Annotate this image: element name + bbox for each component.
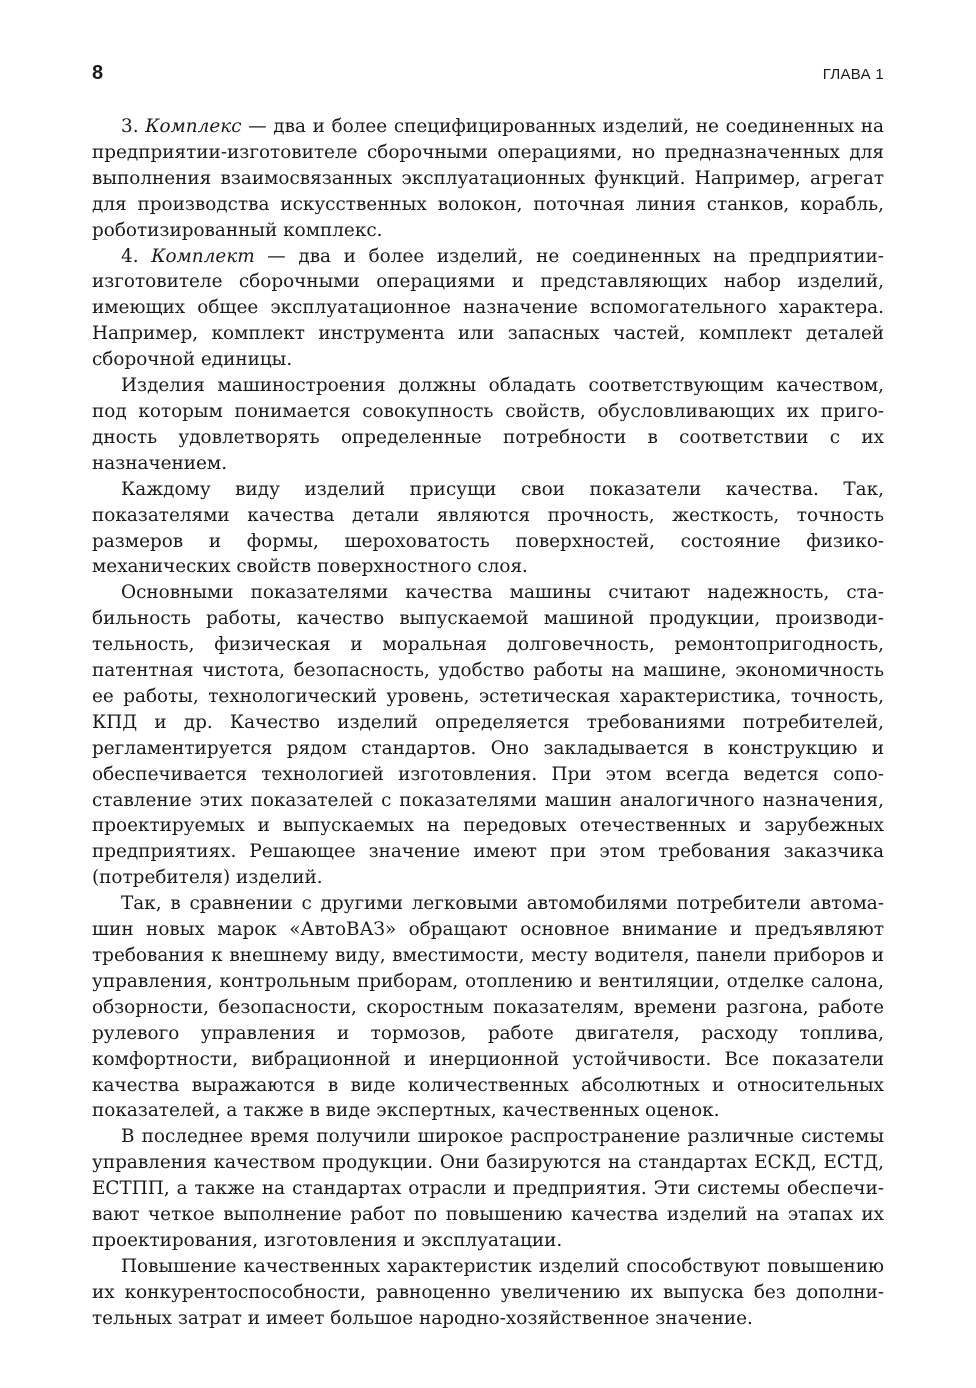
paragraph-complex	[92, 114, 884, 244]
term-kit: Комплект	[151, 245, 255, 267]
paragraph: Каждому виду изделий присущи свои показатели качества. Так, показателями качества детали являются прочность, жесткость, точность размеров и формы, шероховатость поверхностей, состояние физико-механических свойств поверхностного слоя.	[92, 478, 884, 578]
paragraph-text: — два и более специфицированных изделий, не соединенных на предприятии-изготовителе сборочными операциями, но предназначенных для выполнения взаимосвязанных эксплуатационных функций. Например, агрегат для производства искусственных волокон, поточная линия станков, корабль, роботизированный комплекс.	[92, 116, 884, 241]
book-page	[92, 62, 884, 1332]
paragraph: В последнее время получили широкое распространение различные системы управления качеством продукции. Они базируются на стандартах ЕСКД, ЕСТД, ЕСТПП, а также на стандартах отрасли и предприятия. Эти системы обеспечивают четкое выполнение работ по повышению качества изделий на этапах их проектирования, изготовления и эксплуатации.	[92, 1126, 884, 1251]
page-number: 8	[92, 62, 104, 84]
paragraph: Так, в сравнении с другими легковыми автомобилями потребители автомашин новых марок «АвтоВАЗ» обращают основное внимание и предъявляют требования к внешнему виду, вместимости, месту водителя, панели приборов и управления, контрольным приборам, отоплению и вентиляции, отделке салона, обзорности, безопасности, скоростным показателям, времени разгона, работе рулевого управления и тормозов, работе двигателя, расходу топлива, комфортности, вибрационной и инерционной устойчивости. Все показатели качества выражаются в виде количественных абсолютных и относительных показателей, а также в виде экспертных, качественных оценок.	[92, 893, 884, 1122]
list-number: 4.	[121, 245, 152, 267]
paragraph-text: — два и более изделий, не соединенных на предприятии-изготовителе сборочными операциями и представляющих набор изделий, имеющих общее эксплуатационное назначение вспомогательного характера. Например, комплект инструмента или запасных частей, комплект деталей сборочной единицы.	[92, 245, 884, 371]
paragraph: Основными показателями качества машины считают надежность, стабильность работы, качество выпускаемой машиной продукции, производительность, физическая и моральная долговечность, ремонтопригодность, патентная чистота, безопасность, удобство работы на машине, экономичность ее работы, технологический уровень, эстетическая характеристика, точность, КПД и др. Качество изделий определяется требованиями потребителей, регламентируется рядом стандартов. Оно закладывается в конструкцию и обеспечивается технологией изготовления. При этом всегда ведется сопоставление этих показателей с показателями машин аналогичного назначения, проектируемых и выпускаемых на передовых отечественных и зарубежных предприятиях. Решающее значение имеют при этом требования заказчика (потребителя) изделий.	[92, 582, 884, 889]
body-text	[92, 114, 884, 1332]
paragraph-kit	[92, 244, 884, 374]
paragraph: Повышение качественных характеристик изделий способствуют повышению их конкурентоспособности, равноценно увеличению их выпуска без дополнительных затрат и имеет большое народно-хозяйственное значение.	[92, 1255, 884, 1329]
running-header	[92, 62, 884, 102]
list-number: 3.	[121, 116, 146, 137]
chapter-title: ГЛАВА 1	[822, 66, 884, 83]
term-complex: Комплекс	[145, 116, 242, 137]
paragraph: Изделия машиностроения должны обладать соответствующим качеством, под которым понимается совокупность свойств, обусловливающих их пригодность удовлетворять определенные потребности в соответствии с их назначением.	[92, 375, 884, 474]
